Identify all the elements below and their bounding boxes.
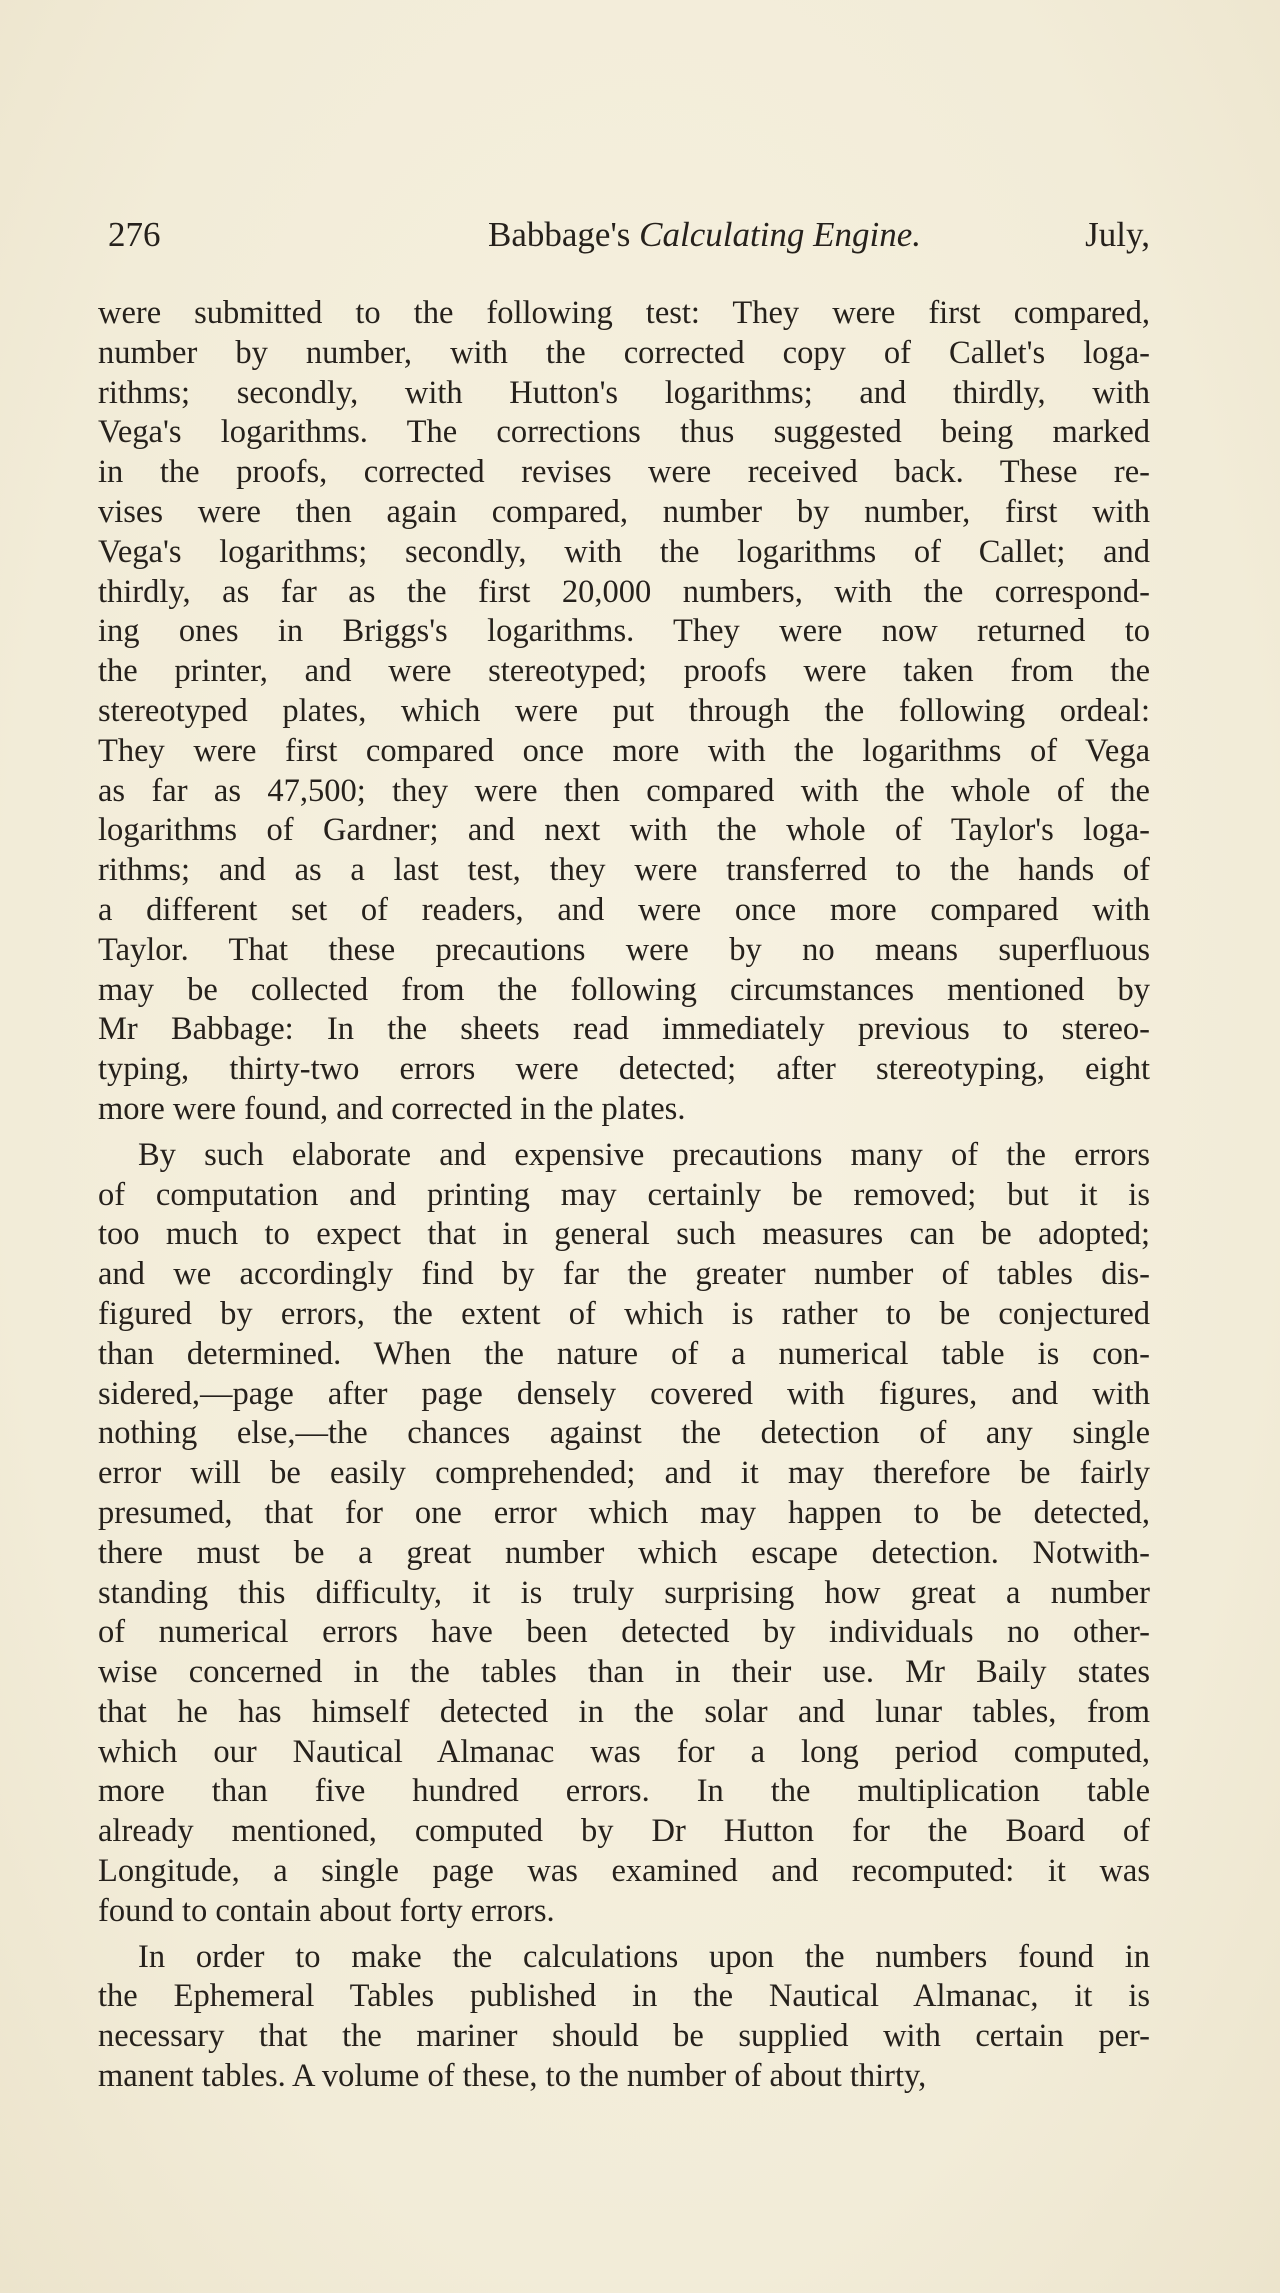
text-line: Longitude, a single page was examined and recomputed: it was	[98, 1853, 1150, 1890]
text-line: in the proofs, corrected revises were received back. These re-	[98, 454, 1150, 491]
text-line: more were found, and corrected in the plates.	[98, 1090, 686, 1127]
paragraph-1	[98, 294, 1150, 1130]
text-line: error will be easily comprehended; and it may therefore be fairly	[98, 1455, 1150, 1492]
text-line: the printer, and were stereotyped; proofs were taken from the	[98, 653, 1150, 690]
running-header	[108, 210, 1150, 260]
text-line: necessary that the mariner should be supplied with certain per-	[98, 2018, 1150, 2055]
text-line: Mr Babbage: In the sheets read immediately previous to stereo-	[98, 1011, 1150, 1048]
text-line: of numerical errors have been detected by individuals no other-	[98, 1614, 1150, 1651]
text-line: thirdly, as far as the first 20,000 numbers, with the correspond-	[98, 573, 1150, 610]
text-line: were submitted to the following test: They were first compared,	[98, 295, 1150, 331]
text-line: may be collected from the following circumstances mentioned by	[98, 971, 1150, 1008]
text-line: rithms; secondly, with Hutton's logarithms; and thirdly, with	[98, 374, 1150, 411]
text-line: presumed, that for one error which may happen to be detected,	[98, 1494, 1150, 1531]
text-line: Vega's logarithms. The corrections thus suggested being marked	[98, 414, 1150, 451]
issue-month: July,	[1085, 215, 1150, 254]
body-text	[98, 294, 1150, 2097]
running-title-text: Babbage's	[488, 215, 640, 254]
text-line: figured by errors, the extent of which is rather to be conjectured	[98, 1295, 1150, 1332]
text-line: found to contain about forty errors.	[98, 1892, 555, 1929]
text-line: too much to expect that in general such measures can be adopted;	[98, 1216, 1150, 1253]
text-line: more than five hundred errors. In the multiplication table	[98, 1773, 1150, 1810]
text-line: Vega's logarithms; secondly, with the logarithms of Callet; and	[98, 533, 1150, 570]
running-title	[488, 210, 921, 260]
text-line: In order to make the calculations upon the numbers found in	[138, 1938, 1150, 1975]
text-line: They were first compared once more with the logarithms of Vega	[98, 732, 1150, 769]
text-line: a different set of readers, and were once more compared with	[98, 891, 1150, 928]
text-line: number by number, with the corrected copy of Callet's loga-	[98, 334, 1150, 371]
text-line: stereotyped plates, which were put through the following ordeal:	[98, 692, 1150, 729]
text-line: rithms; and as a last test, they were transferred to the hands of	[98, 852, 1150, 889]
text-line: ing ones in Briggs's logarithms. They were now returned to	[98, 613, 1150, 650]
text-line: manent tables. A volume of these, to the number of about thirty,	[98, 2058, 927, 2095]
text-line: which our Nautical Almanac was for a long period computed,	[98, 1733, 1150, 1770]
running-title-italic: Calculating Engine.	[639, 215, 922, 254]
text-line: the Ephemeral Tables published in the Nautical Almanac, it is	[98, 1978, 1150, 2015]
text-line: and we accordingly find by far the greater number of tables dis-	[98, 1256, 1150, 1293]
text-line: of computation and printing may certainly be removed; but it is	[98, 1176, 1150, 1213]
text-line: By such elaborate and expensive precautions many of the errors	[138, 1136, 1150, 1173]
text-line: that he has himself detected in the solar and lunar tables, from	[98, 1693, 1150, 1730]
text-line: typing, thirty-two errors were detected; after stereotyping, eight	[98, 1051, 1150, 1088]
text-line: as far as 47,500; they were then compared with the whole of the	[98, 772, 1150, 809]
text-line: wise concerned in the tables than in their use. Mr Baily states	[98, 1654, 1150, 1691]
text-line: nothing else,—the chances against the detection of any single	[98, 1415, 1150, 1452]
text-line: Taylor. That these precautions were by no means superfluous	[98, 931, 1150, 968]
text-line: logarithms of Gardner; and next with the whole of Taylor's loga-	[98, 812, 1150, 849]
text-line: already mentioned, computed by Dr Hutton for the Board of	[98, 1813, 1150, 1850]
text-line: standing this difficulty, it is truly surprising how great a number	[98, 1574, 1150, 1611]
text-line: vises were then again compared, number by number, first with	[98, 493, 1150, 530]
text-line: than determined. When the nature of a numerical table is con-	[98, 1335, 1150, 1372]
paragraph-3	[98, 1938, 1150, 2097]
text-line: sidered,—page after page densely covered with figures, and with	[98, 1375, 1150, 1412]
text-line: there must be a great number which escape detection. Notwith-	[98, 1534, 1150, 1571]
paragraph-2	[98, 1136, 1150, 1932]
page-number: 276	[108, 215, 161, 254]
